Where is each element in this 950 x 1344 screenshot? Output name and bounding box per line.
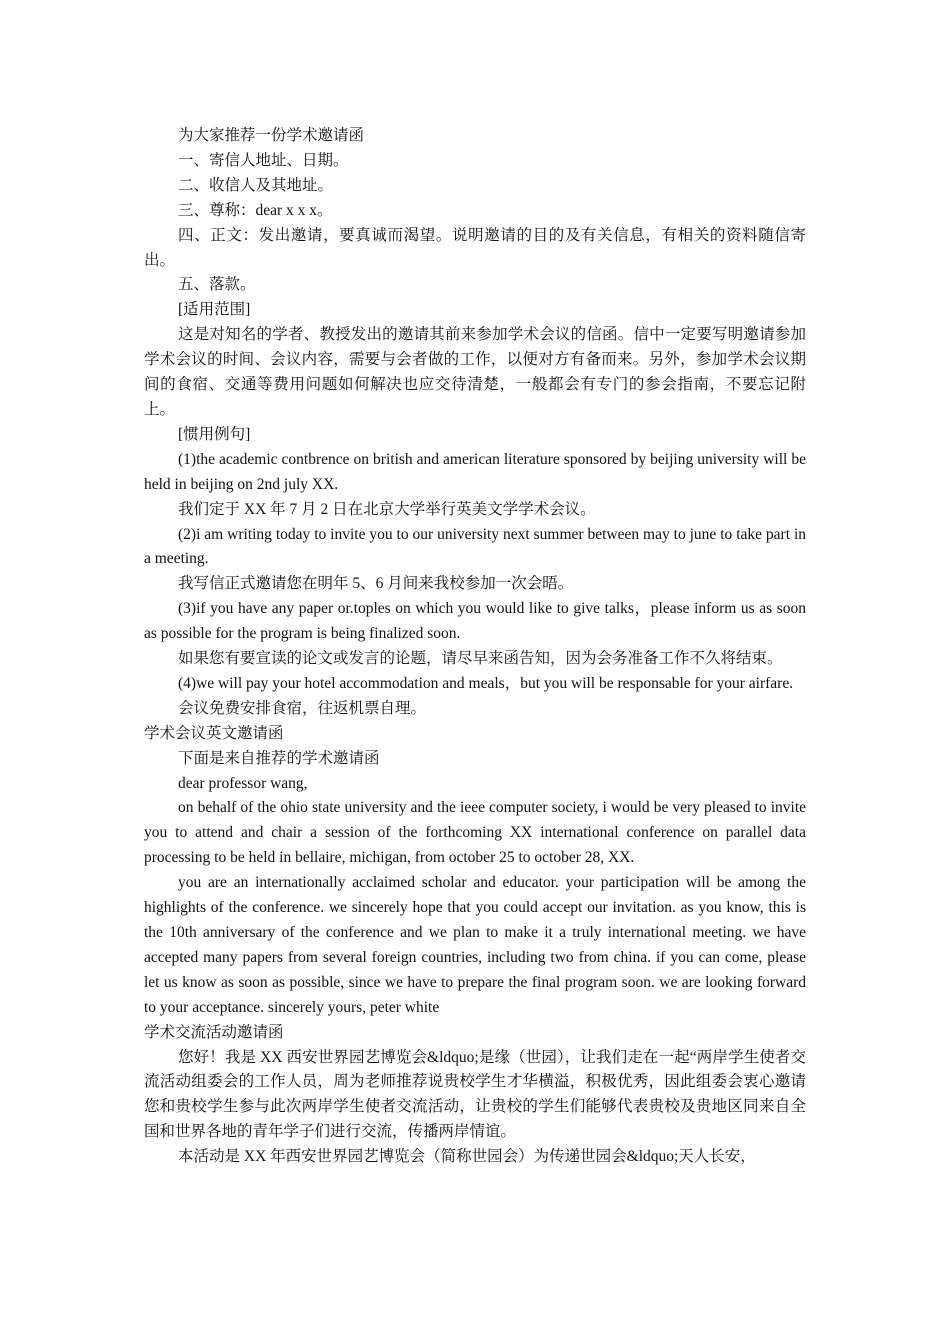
letter-salutation: dear professor wang, xyxy=(178,774,308,792)
list-item: 一、寄信人地址、日期。 xyxy=(178,151,349,169)
letter-paragraph: you are an internationally acclaimed scholar and educator. your participation will be among the highlights of the conference. we sincerely hope that you could accept our invitation. as you know, this is the 10th anniversary of the conference and we plan to make it a truly international meeting. we have accepted many papers from several foreign countries, including two from china. if you can come, please let us know as soon as possible, since we have to prepare the final program soon. we are looking forward to your acceptance. sincerely yours, peter white xyxy=(144,874,806,1016)
paragraph: 下面是来自推荐的学术邀请函 xyxy=(178,749,380,767)
section-label: [惯用例句] xyxy=(178,425,251,443)
list-item: 五、落款。 xyxy=(178,276,256,294)
document-body xyxy=(144,124,806,1170)
section-heading: 学术交流活动邀请函 xyxy=(144,1023,284,1041)
example-translation: 我写信正式邀请您在明年 5、6 月间来我校参加一次会晤。 xyxy=(178,575,574,593)
example-sentence: (1)the academic contbrence on british and american literature sponsored by beijing university will be held in beijing on 2nd july XX. xyxy=(144,450,806,493)
example-translation: 会议免费安排食宿，往返机票自理。 xyxy=(178,699,427,717)
list-item: 四、正文：发出邀请，要真诚而渴望。说明邀请的目的及有关信息，有相关的资料随信寄出。 xyxy=(144,226,806,269)
list-item: 三、尊称：dear x x x。 xyxy=(178,201,333,219)
section-label: [适用范围] xyxy=(178,301,251,319)
example-sentence: (2)i am writing today to invite you to our university next summer between may to june to take part in a meeting. xyxy=(144,525,806,568)
letter-paragraph: on behalf of the ohio state university and the ieee computer society, i would be very pleased to invite you to attend and chair a session of the forthcoming XX international conference on parallel data processing to be held in bellaire, michigan, from october 25 to october 28, XX. xyxy=(144,799,806,867)
paragraph: 本活动是 XX 年西安世界园艺博览会（简称世园会）为传递世园会&ldquo;天人长安， xyxy=(178,1148,756,1166)
example-sentence: (4)we will pay your hotel accommodation and meals，but you will be responsable for your airfare. xyxy=(178,674,794,692)
list-item: 二、收信人及其地址。 xyxy=(178,176,334,194)
example-translation: 我们定于 XX 年 7 月 2 日在北京大学举行英美文学学术会议。 xyxy=(178,500,596,518)
paragraph: 您好！我是 XX 西安世界园艺博览会&ldquo;是缘（世园），让我们走在一起“两岸学生使者交流活动组委会的工作人员，周为老师推荐说贵校学生才华横溢，积极优秀，因此组委会衷心邀请您和贵校学生参与此次两岸学生使者交流活动，让贵校的学生们能够代表贵校及贵地区同来自全国和世界各地的青年学子们进行交流，传播两岸情谊。 xyxy=(144,1048,806,1141)
section-heading: 学术会议英文邀请函 xyxy=(144,724,284,742)
example-translation: 如果您有要宣读的论文或发言的论题，请尽早来函告知，因为会务准备工作不久将结束。 xyxy=(178,650,783,668)
intro-line: 为大家推荐一份学术邀请函 xyxy=(178,127,365,144)
example-sentence: (3)if you have any paper or.toples on which you would like to give talks，please inform us as soon as possible for the program is being finalized soon. xyxy=(144,600,806,643)
paragraph: 这是对知名的学者、教授发出的邀请其前来参加学术会议的信函。信中一定要写明邀请参加学术会议的时间、会议内容，需要与会者做的工作，以便对方有备而来。另外，参加学术会议期间的食宿、交通等费用问题如何解决也应交待清楚，一般都会有专门的参会指南，不要忘记附上。 xyxy=(144,326,806,418)
